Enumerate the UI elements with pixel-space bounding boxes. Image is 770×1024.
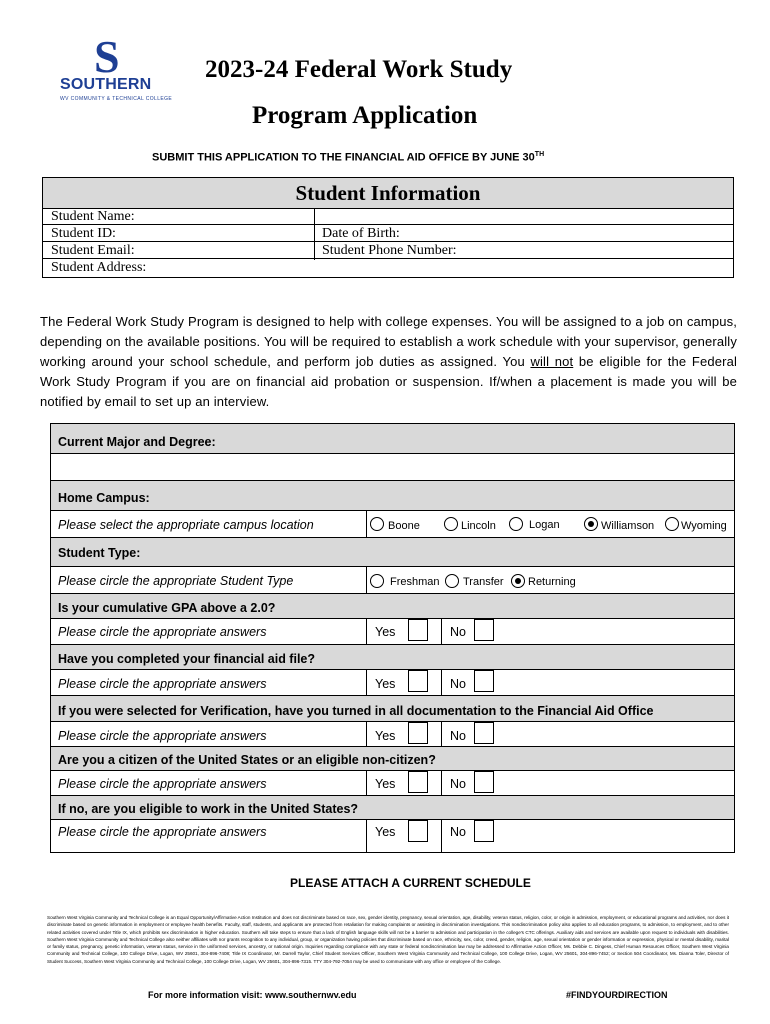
q5-label: If no, are you eligible to work in the United States?	[58, 802, 359, 816]
intro-paragraph	[40, 312, 737, 412]
campus-option-lincoln: Lincoln	[461, 520, 496, 532]
row-id	[43, 225, 733, 242]
divider	[51, 819, 734, 820]
vertical-divider	[366, 771, 367, 795]
vertical-divider	[366, 670, 367, 695]
campus-header-bg	[51, 481, 734, 511]
q1-no-label: No	[450, 625, 466, 639]
major-input[interactable]	[51, 454, 734, 481]
divider	[51, 566, 734, 567]
q3-no-label: No	[450, 729, 466, 743]
campus-label: Home Campus:	[58, 491, 150, 505]
college-logo	[58, 31, 173, 104]
type-radio-freshman[interactable]	[370, 574, 384, 588]
student-info-table	[42, 177, 734, 278]
intro-part1: The Federal Work Study Program is designed to help with college expenses. You will be assigned to a job on campus, depending on the available positions. You will be required to establish a work schedule with your supervisor, generally working around your school schedule, and perform job duties as assigned. You	[40, 314, 737, 369]
q3-yes-label: Yes	[375, 729, 396, 743]
vertical-divider	[441, 722, 442, 746]
attach-schedule-note: PLEASE ATTACH A CURRENT SCHEDULE	[290, 876, 531, 890]
submit-sup: TH	[534, 151, 545, 158]
vertical-divider	[441, 771, 442, 795]
vertical-divider	[366, 567, 367, 593]
type-option-returning: Returning	[528, 576, 576, 588]
footer-hashtag: #FINDYOURDIRECTION	[566, 990, 668, 1000]
type-header-bg	[51, 538, 734, 567]
campus-radio-wyoming[interactable]	[665, 517, 679, 531]
q4-no-label: No	[450, 777, 466, 791]
q5-yes-label: Yes	[375, 825, 396, 839]
page-title: 2023-24 Federal Work Study	[205, 56, 513, 83]
campus-radio-lincoln[interactable]	[444, 517, 458, 531]
phone-label: Student Phone Number:	[322, 243, 457, 258]
intro-part2: be eligible for the Federal Work Study Program if you are on financial aid probation or suspension. If/when a placement is made you will be notified by email to set up an interview.	[40, 354, 737, 409]
campus-option-wyoming: Wyoming	[681, 520, 727, 532]
q4-yes-box[interactable]	[408, 771, 428, 793]
student-email-label: Student Email:	[51, 243, 135, 258]
vertical-divider	[441, 619, 442, 644]
student-id-label: Student ID:	[51, 226, 116, 241]
q5-yes-box[interactable]	[408, 820, 428, 842]
vertical-divider	[366, 722, 367, 746]
vertical-divider	[441, 820, 442, 853]
submit-instruction	[152, 151, 544, 164]
type-option-freshman: Freshman	[390, 576, 440, 588]
q4-yes-label: Yes	[375, 777, 396, 791]
major-label: Current Major and Degree:	[58, 435, 216, 449]
vertical-divider	[366, 511, 367, 538]
campus-option-boone: Boone	[388, 520, 420, 532]
vertical-divider	[441, 670, 442, 695]
q5-no-label: No	[450, 825, 466, 839]
q4-hint: Please circle the appropriate answers	[58, 777, 267, 791]
page-subtitle: Program Application	[252, 102, 478, 129]
type-radio-returning[interactable]	[511, 574, 525, 588]
vertical-divider	[366, 619, 367, 644]
campus-option-logan: Logan	[529, 519, 560, 531]
column-divider	[314, 208, 315, 260]
student-address-label: Student Address:	[51, 260, 147, 275]
campus-hint: Please select the appropriate campus location	[58, 518, 314, 532]
q1-yes-label: Yes	[375, 625, 396, 639]
dob-label: Date of Birth:	[322, 226, 400, 241]
divider	[51, 618, 734, 619]
student-info-header: Student Information	[43, 178, 733, 209]
application-form	[50, 423, 735, 853]
divider	[51, 770, 734, 771]
footer-website: For more information visit: www.southernwv.edu	[148, 990, 357, 1000]
q4-label: Are you a citizen of the United States or an eligible non-citizen?	[58, 753, 436, 767]
q3-label: If you were selected for Verification, have you turned in all documentation to the Financial Aid Office	[58, 704, 654, 718]
student-name-label: Student Name:	[51, 209, 135, 224]
q2-yes-box[interactable]	[408, 670, 428, 692]
q3-no-box[interactable]	[474, 722, 494, 744]
q1-no-box[interactable]	[474, 619, 494, 641]
type-label: Student Type:	[58, 546, 141, 560]
q5-no-box[interactable]	[474, 820, 494, 842]
row-email	[43, 242, 733, 259]
q2-hint: Please circle the appropriate answers	[58, 677, 267, 691]
q2-label: Have you completed your financial aid file?	[58, 652, 316, 666]
type-radio-transfer[interactable]	[445, 574, 459, 588]
divider	[51, 669, 734, 670]
q2-no-box[interactable]	[474, 670, 494, 692]
q3-hint: Please circle the appropriate answers	[58, 729, 267, 743]
campus-option-williamson: Williamson	[601, 520, 655, 532]
campus-radio-logan[interactable]	[509, 517, 523, 531]
q1-hint: Please circle the appropriate answers	[58, 625, 267, 639]
vertical-divider	[366, 820, 367, 853]
q3-yes-box[interactable]	[408, 722, 428, 744]
submit-text: SUBMIT THIS APPLICATION TO THE FINANCIAL AID OFFICE BY JUNE 30	[152, 151, 535, 164]
type-hint: Please circle the appropriate Student Type	[58, 574, 294, 588]
intro-underlined: will not	[530, 354, 574, 369]
type-option-transfer: Transfer	[463, 576, 504, 588]
q5-hint: Please circle the appropriate answers	[58, 825, 267, 839]
logo-tagline: WV COMMUNITY & TECHNICAL COLLEGE	[60, 96, 173, 102]
q2-no-label: No	[450, 677, 466, 691]
divider	[51, 721, 734, 722]
q2-yes-label: Yes	[375, 677, 396, 691]
row-address	[43, 259, 733, 276]
campus-radio-williamson[interactable]	[584, 517, 598, 531]
row-name	[43, 208, 733, 225]
q4-no-box[interactable]	[474, 771, 494, 793]
logo-name: SOUTHERN	[60, 76, 152, 93]
logo-mark: S	[94, 31, 120, 82]
campus-radio-boone[interactable]	[370, 517, 384, 531]
q1-label: Is your cumulative GPA above a 2.0?	[58, 601, 276, 615]
nondiscrimination-statement: Southern West Virginia Community and Technical College is an Equal Opportunity/Affirmative Action Institution and does not discriminate based on race, sex, gender identity, pregnancy, sexual orientation, age, disability, veteran status, religion, color, or origin in admission, employment, or educational programs and activities, nor does it discriminate based on genetic information in employment or employee health benefits. Faculty, staff, students, and applicants are protected from retaliation for making complaints or assisting in discrimination investigations. This nondiscrimination policy also applies to all education programs, to admission, to employment, and to other related activities covered under Title IX, which prohibits sex discrimination in higher education. Southern will take steps to ensure that a lack of English language skills will not be a barrier to admission and participation in the college's CTC offerings. Auxiliary aids and services are available upon request to individuals with disabilities. Southern West Virginia Community and Technical College also neither affiliates with nor grants recognition to any individual, group, or organization having policies that discriminate based on race, ethnicity, sex, color, creed, gender, religion, age, sexual orientation or gender information or expression, physical or mental disability, marital or family status, pregnancy, genetic information, veteran status, service in the uniformed services, ancestry, or national origin. Inquiries regarding compliance with any state or federal nondiscrimination law may be addressed to Affirmative Action Officer, Ms. Debbie C. Dingess, Chief Human Resources Officer, Southern West Virginia Community and Technical College, 100 College Drive, Logan, WV 25601, 304-896-7408; Title IX Coordinator, Mr. Darrell Taylor, Chief Student Services Officer, Southern West Virginia Community and Technical College, 100 College Drive, Logan, WV 25601, 304-896-7452; or Section 504 Coordinator, Ms. Dianna Toler, Director of Student Success, Southern West Virginia Community and Technical College, 100 College Drive, Logan, WV 25601, 304-896-7315. TTY 304-792-7054 may be used to communicate with any office or employee of the College.	[47, 915, 729, 964]
q1-yes-box[interactable]	[408, 619, 428, 641]
divider	[51, 510, 734, 511]
